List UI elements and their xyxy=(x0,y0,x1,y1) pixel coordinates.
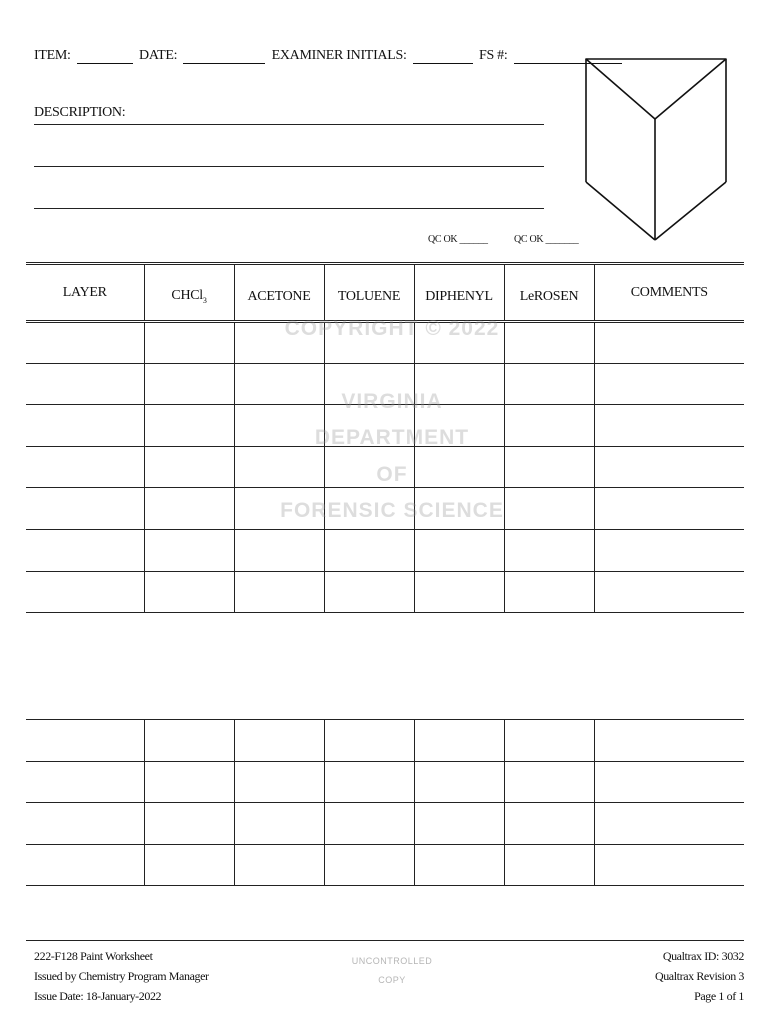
cell-toluene[interactable] xyxy=(324,844,414,886)
footer-form-name: 222-F128 Paint Worksheet xyxy=(34,949,153,963)
cell-comments[interactable] xyxy=(594,405,744,447)
cell-diphenyl[interactable] xyxy=(414,761,504,803)
column-header-diphenyl: DIPHENYL xyxy=(414,264,504,322)
watermark-line-forensic-science: FORENSIC SCIENCE xyxy=(280,499,504,522)
cell-chcl3[interactable] xyxy=(144,844,234,886)
solvent-test-table-lower xyxy=(26,719,744,886)
table-row xyxy=(26,405,744,447)
cell-toluene[interactable] xyxy=(324,322,414,364)
table-row xyxy=(26,720,744,762)
cell-acetone[interactable] xyxy=(234,803,324,845)
cell-lerosen[interactable] xyxy=(504,803,594,845)
description-line-3[interactable] xyxy=(34,208,544,209)
item-label: ITEM: xyxy=(34,48,71,63)
table-row xyxy=(26,761,744,803)
cell-toluene[interactable] xyxy=(324,363,414,405)
cell-toluene[interactable] xyxy=(324,446,414,488)
cell-diphenyl[interactable] xyxy=(414,363,504,405)
table-row xyxy=(26,446,744,488)
cell-lerosen[interactable] xyxy=(504,405,594,447)
cell-diphenyl[interactable] xyxy=(414,322,504,364)
paint-chip-prism-icon xyxy=(580,54,730,246)
cell-diphenyl[interactable] xyxy=(414,803,504,845)
cell-chcl3[interactable] xyxy=(144,488,234,530)
header-fields-row xyxy=(34,48,625,64)
footer-qualtrax-revision: Qualtrax Revision 3 xyxy=(654,969,744,983)
cell-comments[interactable] xyxy=(594,446,744,488)
description-label: DESCRIPTION: xyxy=(34,105,126,120)
cell-lerosen[interactable] xyxy=(504,844,594,886)
item-field[interactable] xyxy=(77,50,133,64)
cell-layer[interactable] xyxy=(26,529,144,571)
column-header-comments: COMMENTS xyxy=(594,264,744,322)
watermark-line-department: DEPARTMENT xyxy=(314,426,470,449)
cell-layer[interactable] xyxy=(26,720,144,762)
column-header-acetone: ACETONE xyxy=(234,264,324,322)
cell-lerosen[interactable] xyxy=(504,488,594,530)
column-header-toluene: TOLUENE xyxy=(324,264,414,322)
footer-issued-by: Issued by Chemistry Program Manager xyxy=(34,969,209,983)
footer-right xyxy=(655,946,744,1006)
cell-comments[interactable] xyxy=(594,363,744,405)
cell-layer[interactable] xyxy=(26,322,144,364)
cell-toluene[interactable] xyxy=(324,405,414,447)
cell-chcl3[interactable] xyxy=(144,571,234,613)
footer-issue-date: Issue Date: 18-January-2022 xyxy=(34,989,162,1003)
cell-acetone[interactable] xyxy=(234,446,324,488)
cell-comments[interactable] xyxy=(594,761,744,803)
description-line-2[interactable] xyxy=(34,166,544,167)
cell-lerosen[interactable] xyxy=(504,761,594,803)
cell-comments[interactable] xyxy=(594,488,744,530)
cell-layer[interactable] xyxy=(26,803,144,845)
table-row xyxy=(26,803,744,845)
cell-acetone[interactable] xyxy=(234,844,324,886)
watermark-line-of: OF xyxy=(376,463,408,486)
cell-comments[interactable] xyxy=(594,322,744,364)
cell-acetone[interactable] xyxy=(234,720,324,762)
cell-layer[interactable] xyxy=(26,761,144,803)
cell-toluene[interactable] xyxy=(324,488,414,530)
cell-toluene[interactable] xyxy=(324,761,414,803)
cell-diphenyl[interactable] xyxy=(414,405,504,447)
cell-diphenyl[interactable] xyxy=(414,529,504,571)
cell-chcl3[interactable] xyxy=(144,322,234,364)
table-row xyxy=(26,529,744,571)
cell-layer[interactable] xyxy=(26,844,144,886)
cell-diphenyl[interactable] xyxy=(414,720,504,762)
qc-ok-2[interactable]: QC OK _______ xyxy=(514,234,579,245)
cell-diphenyl[interactable] xyxy=(414,488,504,530)
cell-lerosen[interactable] xyxy=(504,571,594,613)
cell-chcl3[interactable] xyxy=(144,363,234,405)
cell-toluene[interactable] xyxy=(324,803,414,845)
table-row xyxy=(26,363,744,405)
cell-comments[interactable] xyxy=(594,571,744,613)
footer-qualtrax-id: Qualtrax ID: 3032 xyxy=(662,949,744,963)
examiner-initials-label: EXAMINER INITIALS: xyxy=(271,48,407,63)
cell-diphenyl[interactable] xyxy=(414,446,504,488)
cell-chcl3[interactable] xyxy=(144,761,234,803)
cell-comments[interactable] xyxy=(594,529,744,571)
cell-toluene[interactable] xyxy=(324,720,414,762)
cell-acetone[interactable] xyxy=(234,571,324,613)
cell-layer[interactable] xyxy=(26,363,144,405)
qc-ok-1[interactable]: QC OK ______ xyxy=(428,234,488,245)
cell-chcl3[interactable] xyxy=(144,446,234,488)
cell-comments[interactable] xyxy=(594,844,744,886)
cell-chcl3[interactable] xyxy=(144,529,234,571)
date-field[interactable] xyxy=(183,50,265,64)
form-header xyxy=(0,0,770,260)
table-row xyxy=(26,488,744,530)
cell-toluene[interactable] xyxy=(324,571,414,613)
table-row xyxy=(26,322,744,364)
cell-lerosen[interactable] xyxy=(504,720,594,762)
cell-chcl3[interactable] xyxy=(144,803,234,845)
table-header-row xyxy=(26,264,744,322)
watermark-line-virginia: VIRGINIA xyxy=(341,390,443,413)
cell-lerosen[interactable] xyxy=(504,363,594,405)
cell-acetone[interactable] xyxy=(234,761,324,803)
cell-layer[interactable] xyxy=(26,446,144,488)
cell-toluene[interactable] xyxy=(324,529,414,571)
cell-lerosen[interactable] xyxy=(504,446,594,488)
examiner-initials-field[interactable] xyxy=(413,50,473,64)
column-header-chcl3: CHCl$_3$ xyxy=(144,264,234,322)
column-header-layer: LAYER xyxy=(26,264,144,322)
footer-page-number: Page 1 of 1 xyxy=(694,989,744,1003)
cell-diphenyl[interactable] xyxy=(414,844,504,886)
cell-acetone[interactable] xyxy=(234,363,324,405)
cell-acetone[interactable] xyxy=(234,322,324,364)
cell-chcl3[interactable] xyxy=(144,720,234,762)
cell-comments[interactable] xyxy=(594,803,744,845)
fs-number-label: FS #: xyxy=(478,48,508,63)
cell-layer[interactable] xyxy=(26,488,144,530)
cell-layer[interactable] xyxy=(26,405,144,447)
description-line-1[interactable] xyxy=(34,124,544,125)
table-row xyxy=(26,571,744,613)
solvent-test-table-upper xyxy=(26,262,744,613)
date-label: DATE: xyxy=(139,48,178,63)
cell-comments[interactable] xyxy=(594,720,744,762)
footer-uncontrolled-text: UNCONTROLLED xyxy=(351,956,433,966)
watermark-copyright: COPYRIGHT © 2022 xyxy=(284,317,500,340)
cell-acetone[interactable] xyxy=(234,488,324,530)
cell-chcl3[interactable] xyxy=(144,405,234,447)
cell-lerosen[interactable] xyxy=(504,529,594,571)
cell-layer[interactable] xyxy=(26,571,144,613)
cell-acetone[interactable] xyxy=(234,405,324,447)
cell-acetone[interactable] xyxy=(234,529,324,571)
cell-diphenyl[interactable] xyxy=(414,571,504,613)
cell-lerosen[interactable] xyxy=(504,322,594,364)
footer-divider xyxy=(26,940,744,941)
footer-copy-text: COPY xyxy=(378,975,406,985)
column-header-lerosen: LeROSEN xyxy=(504,264,594,322)
table-row xyxy=(26,844,744,886)
